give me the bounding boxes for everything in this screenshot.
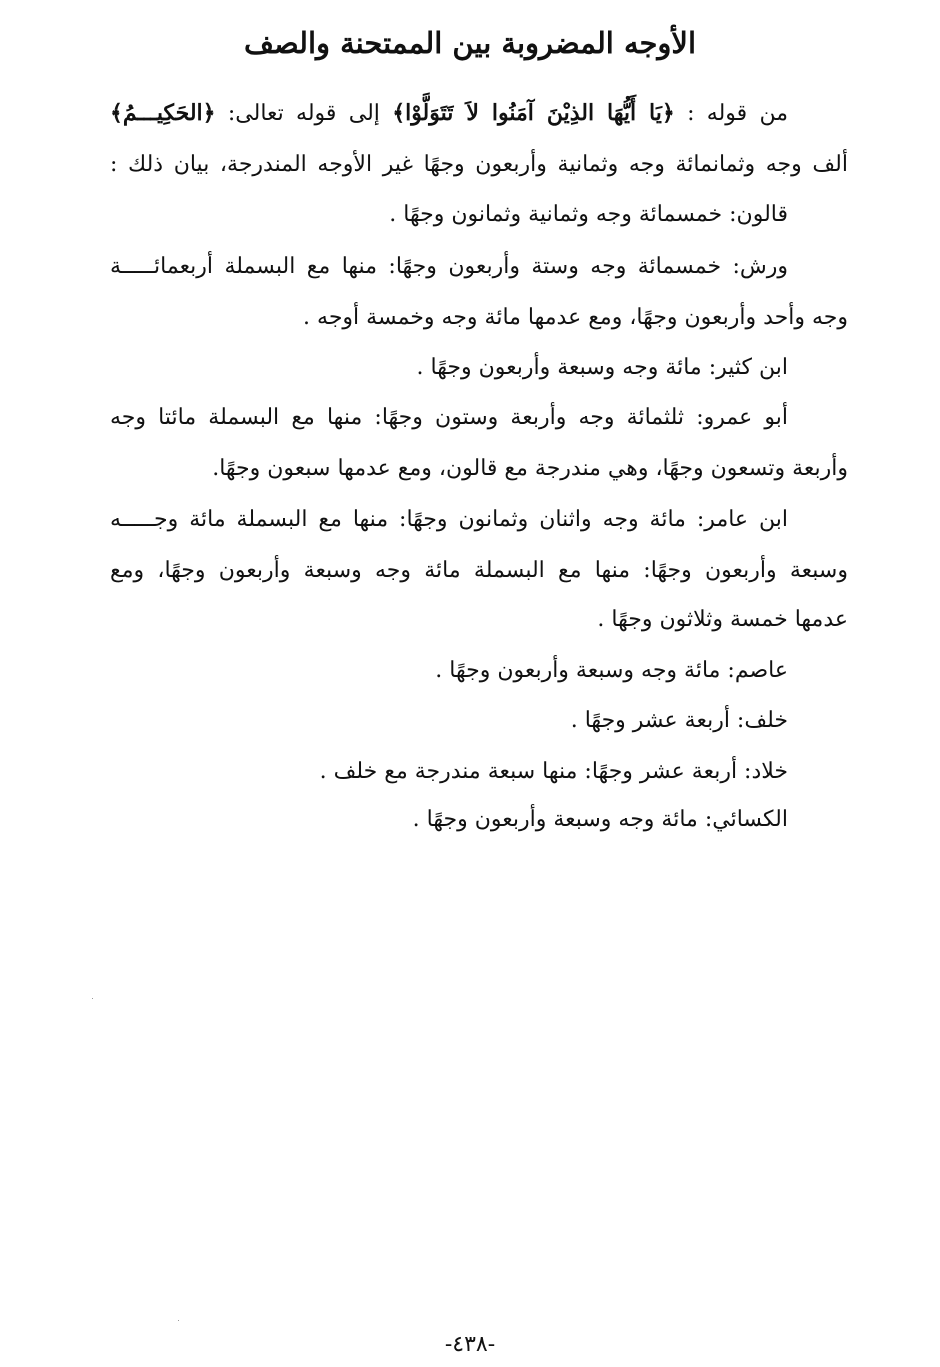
scan-speck [178, 1320, 179, 1321]
text-line-khallad: خلاد: أربعة عشر وجهًا: منها سبعة مندرجة مع خلف . [319, 759, 788, 784]
text-line-warsh-cont: وجه وأحد وأربعون وجهًا، ومع عدمها مائة وجه وخمسة أوجه . [303, 305, 848, 330]
intro-line [110, 98, 788, 128]
page-number: -٤٣٨- [444, 1332, 496, 1357]
intro-middle: إلى قوله تعالى: [215, 101, 393, 126]
text-line-khalaf: خلف: أربعة عشر وجهًا . [570, 708, 788, 733]
text-line-kisai: الكسائي: مائة وجه وسبعة وأربعون وجهًا . [412, 807, 788, 832]
text-line-qalun: قالون: خمسمائة وجه وثمانية وثمانون وجهًا . [389, 202, 788, 227]
text-line-asim: عاصم: مائة وجه وسبعة وأربعون وجهًا . [435, 658, 788, 683]
text-line-abu-amr-cont: وأربعة وتسعون وجهًا، وهي مندرجة مع قالون، ومع عدمها سبعون وجهًا. [212, 456, 848, 481]
text-line-ibn-amir: ابن عامر: مائة وجه واثنان وثمانون وجهًا: منها مع البسملة مائة وجـــــه [110, 507, 788, 532]
page-title: الأوجه المضروبة بين الممتحنة والصف [243, 26, 697, 60]
quran-quote-end: ﴿الحَكِيـــمُ﴾ [110, 100, 216, 126]
text-line-ibn-kathir: ابن كثير: مائة وجه وسبعة وأربعون وجهًا . [416, 355, 788, 380]
text-line-warsh: ورش: خمسمائة وجه وستة وأربعون وجهًا: منها مع البسملة أربعمائـــــة [110, 254, 788, 279]
scan-speck [92, 998, 93, 999]
text-line-ibn-amir-cont: وسبعة وأربعون وجهًا: منها مع البسملة مائة وجه وسبعة وأربعون وجهًا، ومع [110, 558, 848, 583]
intro-prefix: من قوله : [674, 101, 788, 126]
text-line-ibn-amir-end: عدمها خمسة وثلاثون وجهًا . [597, 607, 848, 632]
text-line-total: ألف وجه وثمانمائة وجه وثمانية وأربعون وجهًا غير الأوجه المندرجة، بيان ذلك : [110, 152, 848, 177]
text-line-abu-amr: أبو عمرو: ثلثمائة وجه وأربعة وستون وجهًا: منها مع البسملة مائتا وجه [110, 405, 788, 430]
quran-quote-start: ﴿يَا أَيُّهَا الذِيْنَ آمَنُوا لاَ تَتَوَلَّوْا﴾ [392, 100, 675, 126]
